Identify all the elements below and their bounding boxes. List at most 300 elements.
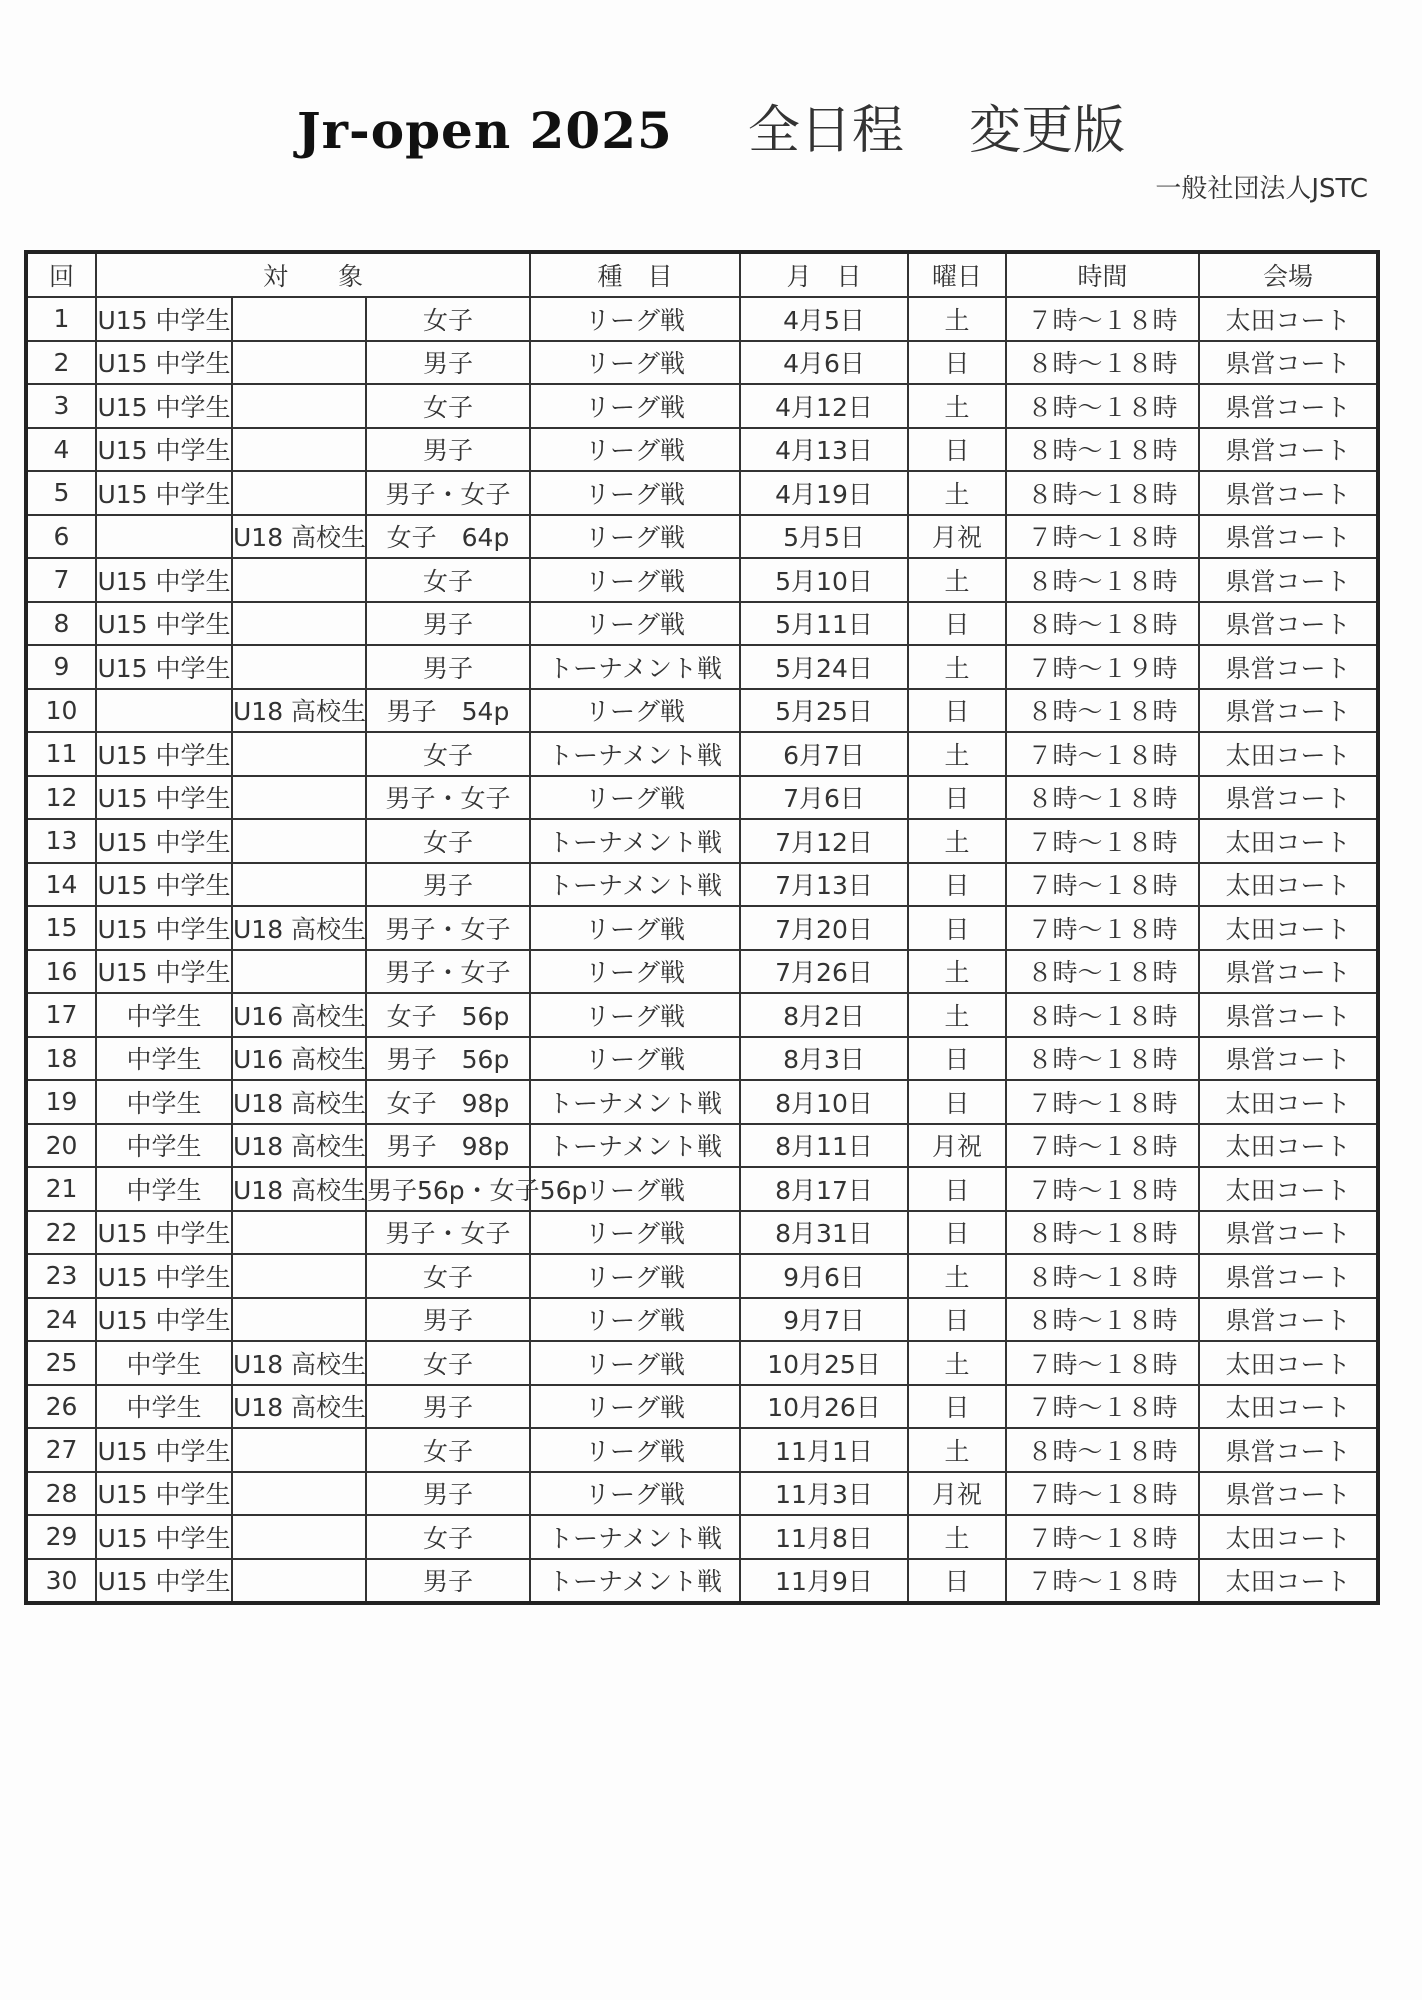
event-date: 4月5日	[740, 297, 908, 341]
weekday: 土	[908, 1515, 1006, 1559]
time-range: ８時～１８時	[1006, 1037, 1199, 1081]
junior-high-target: U15 中学生	[96, 341, 232, 385]
junior-high-target: U15 中学生	[96, 1298, 232, 1342]
event-type: トーナメント戦	[530, 1559, 740, 1604]
gender-category: 男子	[366, 602, 530, 646]
weekday: 日	[908, 428, 1006, 472]
high-school-target: U18 高校生	[232, 906, 366, 950]
event-date: 5月5日	[740, 515, 908, 559]
time-range: ８時～１８時	[1006, 993, 1199, 1037]
junior-high-target: U15 中学生	[96, 1211, 232, 1255]
time-range: ７時～１８時	[1006, 1080, 1199, 1124]
round-number: 25	[26, 1341, 96, 1385]
venue: 太田コート	[1199, 297, 1378, 341]
gender-category: 男子・女子	[366, 950, 530, 994]
weekday: 日	[908, 1211, 1006, 1255]
gender-category: 男子	[366, 645, 530, 689]
event-date: 8月2日	[740, 993, 908, 1037]
round-number: 11	[26, 732, 96, 776]
time-range: ８時～１８時	[1006, 1428, 1199, 1472]
gender-category: 女子 56p	[366, 993, 530, 1037]
high-school-target: U18 高校生	[232, 1385, 366, 1429]
venue: 県営コート	[1199, 1298, 1378, 1342]
col-header-target: 対 象	[96, 252, 530, 297]
table-row	[26, 1037, 1378, 1081]
venue: 県営コート	[1199, 341, 1378, 385]
table-row	[26, 1254, 1378, 1298]
gender-category: 男子	[366, 341, 530, 385]
weekday: 日	[908, 341, 1006, 385]
event-date: 11月1日	[740, 1428, 908, 1472]
venue: 県営コート	[1199, 689, 1378, 733]
event-type: リーグ戦	[530, 906, 740, 950]
high-school-target	[232, 776, 366, 820]
event-type: リーグ戦	[530, 602, 740, 646]
high-school-target	[232, 1211, 366, 1255]
table-row	[26, 428, 1378, 472]
gender-category: 女子	[366, 297, 530, 341]
gender-category: 女子	[366, 384, 530, 428]
high-school-target	[232, 950, 366, 994]
col-header-venue: 会場	[1199, 252, 1378, 297]
high-school-target	[232, 1254, 366, 1298]
round-number: 13	[26, 819, 96, 863]
junior-high-target: U15 中学生	[96, 732, 232, 776]
round-number: 17	[26, 993, 96, 1037]
weekday: 土	[908, 645, 1006, 689]
venue: 太田コート	[1199, 1515, 1378, 1559]
weekday: 日	[908, 1298, 1006, 1342]
col-header-round: 回	[26, 252, 96, 297]
time-range: ７時～１８時	[1006, 906, 1199, 950]
weekday: 月祝	[908, 1124, 1006, 1168]
event-date: 8月3日	[740, 1037, 908, 1081]
table-row	[26, 732, 1378, 776]
event-date: 10月26日	[740, 1385, 908, 1429]
junior-high-target: U15 中学生	[96, 602, 232, 646]
round-number: 28	[26, 1472, 96, 1516]
high-school-target: U18 高校生	[232, 689, 366, 733]
junior-high-target: U15 中学生	[96, 950, 232, 994]
round-number: 27	[26, 1428, 96, 1472]
time-range: ７時～１８時	[1006, 297, 1199, 341]
event-date: 11月3日	[740, 1472, 908, 1516]
time-range: ７時～１８時	[1006, 1385, 1199, 1429]
event-type: トーナメント戦	[530, 645, 740, 689]
time-range: ７時～１８時	[1006, 1167, 1199, 1211]
venue: 県営コート	[1199, 1428, 1378, 1472]
junior-high-target: U15 中学生	[96, 906, 232, 950]
junior-high-target: U15 中学生	[96, 1428, 232, 1472]
event-date: 5月25日	[740, 689, 908, 733]
gender-category: 女子	[366, 1428, 530, 1472]
event-date: 4月12日	[740, 384, 908, 428]
high-school-target: U18 高校生	[232, 1167, 366, 1211]
table-row	[26, 645, 1378, 689]
time-range: ７時～１８時	[1006, 1341, 1199, 1385]
table-row	[26, 1080, 1378, 1124]
event-type: リーグ戦	[530, 1254, 740, 1298]
table-row	[26, 558, 1378, 602]
venue: 太田コート	[1199, 863, 1378, 907]
weekday: 土	[908, 297, 1006, 341]
event-date: 4月19日	[740, 471, 908, 515]
junior-high-target: 中学生	[96, 1385, 232, 1429]
time-range: ７時～１８時	[1006, 1472, 1199, 1516]
event-type: リーグ戦	[530, 297, 740, 341]
event-type: トーナメント戦	[530, 1515, 740, 1559]
venue: 太田コート	[1199, 1080, 1378, 1124]
time-range: ８時～１８時	[1006, 558, 1199, 602]
event-type: トーナメント戦	[530, 1080, 740, 1124]
round-number: 24	[26, 1298, 96, 1342]
round-number: 8	[26, 602, 96, 646]
weekday: 土	[908, 1428, 1006, 1472]
junior-high-target: 中学生	[96, 993, 232, 1037]
weekday: 日	[908, 602, 1006, 646]
table-row	[26, 950, 1378, 994]
venue: 太田コート	[1199, 906, 1378, 950]
table-row	[26, 1124, 1378, 1168]
event-type: リーグ戦	[530, 1385, 740, 1429]
venue: 県営コート	[1199, 776, 1378, 820]
weekday: 土	[908, 1254, 1006, 1298]
table-row	[26, 1341, 1378, 1385]
event-date: 7月26日	[740, 950, 908, 994]
round-number: 14	[26, 863, 96, 907]
event-type: トーナメント戦	[530, 732, 740, 776]
weekday: 日	[908, 906, 1006, 950]
round-number: 30	[26, 1559, 96, 1604]
table-row	[26, 1298, 1378, 1342]
time-range: ７時～１８時	[1006, 863, 1199, 907]
round-number: 22	[26, 1211, 96, 1255]
table-row	[26, 863, 1378, 907]
junior-high-target: U15 中学生	[96, 863, 232, 907]
gender-category: 男子・女子	[366, 1211, 530, 1255]
event-type: リーグ戦	[530, 1341, 740, 1385]
round-number: 5	[26, 471, 96, 515]
round-number: 16	[26, 950, 96, 994]
time-range: ８時～１８時	[1006, 384, 1199, 428]
gender-category: 男子56p・女子56p	[366, 1167, 530, 1211]
junior-high-target: U15 中学生	[96, 1254, 232, 1298]
round-number: 29	[26, 1515, 96, 1559]
high-school-target	[232, 602, 366, 646]
table-row	[26, 993, 1378, 1037]
table-header-row	[26, 252, 1378, 297]
table-row	[26, 1428, 1378, 1472]
round-number: 1	[26, 297, 96, 341]
event-type: リーグ戦	[530, 558, 740, 602]
event-type: リーグ戦	[530, 428, 740, 472]
junior-high-target: 中学生	[96, 1037, 232, 1081]
gender-category: 男子・女子	[366, 471, 530, 515]
weekday: 土	[908, 993, 1006, 1037]
event-date: 11月8日	[740, 1515, 908, 1559]
venue: 県営コート	[1199, 384, 1378, 428]
weekday: 日	[908, 1559, 1006, 1604]
round-number: 20	[26, 1124, 96, 1168]
event-type: トーナメント戦	[530, 819, 740, 863]
high-school-target: U18 高校生	[232, 1080, 366, 1124]
time-range: ８時～１８時	[1006, 950, 1199, 994]
title-en: Jr-open 2025	[296, 101, 673, 160]
junior-high-target: U15 中学生	[96, 428, 232, 472]
junior-high-target: U15 中学生	[96, 1559, 232, 1604]
weekday: 日	[908, 1080, 1006, 1124]
high-school-target: U18 高校生	[232, 515, 366, 559]
high-school-target	[232, 471, 366, 515]
venue: 県営コート	[1199, 1472, 1378, 1516]
gender-category: 男子・女子	[366, 906, 530, 950]
table-row	[26, 1559, 1378, 1604]
round-number: 15	[26, 906, 96, 950]
venue: 県営コート	[1199, 471, 1378, 515]
event-date: 11月9日	[740, 1559, 908, 1604]
round-number: 7	[26, 558, 96, 602]
high-school-target: U16 高校生	[232, 993, 366, 1037]
event-date: 5月24日	[740, 645, 908, 689]
event-date: 5月10日	[740, 558, 908, 602]
event-date: 8月31日	[740, 1211, 908, 1255]
weekday: 土	[908, 384, 1006, 428]
high-school-target	[232, 645, 366, 689]
event-date: 9月7日	[740, 1298, 908, 1342]
table-row	[26, 1211, 1378, 1255]
high-school-target	[232, 341, 366, 385]
gender-category: 女子	[366, 1515, 530, 1559]
high-school-target	[232, 1472, 366, 1516]
event-date: 7月13日	[740, 863, 908, 907]
event-type: リーグ戦	[530, 1211, 740, 1255]
venue: 県営コート	[1199, 602, 1378, 646]
junior-high-target: U15 中学生	[96, 819, 232, 863]
junior-high-target: U15 中学生	[96, 1472, 232, 1516]
table-row	[26, 906, 1378, 950]
round-number: 2	[26, 341, 96, 385]
title-ja-schedule: 全日程	[747, 101, 904, 161]
time-range: ８時～１８時	[1006, 689, 1199, 733]
weekday: 土	[908, 819, 1006, 863]
high-school-target	[232, 1559, 366, 1604]
venue: 太田コート	[1199, 1559, 1378, 1604]
round-number: 21	[26, 1167, 96, 1211]
time-range: ８時～１８時	[1006, 428, 1199, 472]
time-range: ８時～１８時	[1006, 341, 1199, 385]
high-school-target	[232, 1298, 366, 1342]
high-school-target	[232, 1515, 366, 1559]
event-type: リーグ戦	[530, 1298, 740, 1342]
col-header-date: 月 日	[740, 252, 908, 297]
event-date: 7月6日	[740, 776, 908, 820]
event-type: リーグ戦	[530, 950, 740, 994]
weekday: 日	[908, 1167, 1006, 1211]
time-range: ８時～１８時	[1006, 776, 1199, 820]
junior-high-target: U15 中学生	[96, 645, 232, 689]
gender-category: 男子	[366, 1385, 530, 1429]
high-school-target: U16 高校生	[232, 1037, 366, 1081]
junior-high-target: U15 中学生	[96, 471, 232, 515]
event-date: 8月10日	[740, 1080, 908, 1124]
gender-category: 男子 98p	[366, 1124, 530, 1168]
high-school-target	[232, 558, 366, 602]
round-number: 3	[26, 384, 96, 428]
event-date: 10月25日	[740, 1341, 908, 1385]
table-row	[26, 602, 1378, 646]
venue: 太田コート	[1199, 1341, 1378, 1385]
col-header-time: 時間	[1006, 252, 1199, 297]
round-number: 6	[26, 515, 96, 559]
table-row	[26, 1385, 1378, 1429]
weekday: 日	[908, 689, 1006, 733]
junior-high-target: U15 中学生	[96, 776, 232, 820]
venue: 県営コート	[1199, 645, 1378, 689]
gender-category: 女子	[366, 1341, 530, 1385]
event-date: 5月11日	[740, 602, 908, 646]
high-school-target	[232, 732, 366, 776]
col-header-event: 種 目	[530, 252, 740, 297]
event-date: 4月13日	[740, 428, 908, 472]
page-title	[0, 88, 1422, 163]
junior-high-target: U15 中学生	[96, 297, 232, 341]
gender-category: 男子	[366, 1298, 530, 1342]
gender-category: 男子・女子	[366, 776, 530, 820]
round-number: 26	[26, 1385, 96, 1429]
venue: 県営コート	[1199, 993, 1378, 1037]
title-ja-revised: 変更版	[968, 101, 1125, 161]
venue: 県営コート	[1199, 1037, 1378, 1081]
gender-category: 男子	[366, 1472, 530, 1516]
table-row	[26, 384, 1378, 428]
weekday: 土	[908, 1341, 1006, 1385]
weekday: 月祝	[908, 1472, 1006, 1516]
high-school-target	[232, 819, 366, 863]
weekday: 月祝	[908, 515, 1006, 559]
time-range: ７時～１８時	[1006, 732, 1199, 776]
junior-high-target: U15 中学生	[96, 1515, 232, 1559]
weekday: 土	[908, 732, 1006, 776]
event-type: リーグ戦	[530, 1167, 740, 1211]
gender-category: 女子	[366, 819, 530, 863]
event-type: リーグ戦	[530, 993, 740, 1037]
event-date: 8月11日	[740, 1124, 908, 1168]
event-type: リーグ戦	[530, 776, 740, 820]
high-school-target: U18 高校生	[232, 1124, 366, 1168]
junior-high-target: 中学生	[96, 1167, 232, 1211]
round-number: 9	[26, 645, 96, 689]
weekday: 日	[908, 863, 1006, 907]
junior-high-target: 中学生	[96, 1080, 232, 1124]
time-range: ８時～１８時	[1006, 602, 1199, 646]
table-row	[26, 1167, 1378, 1211]
venue: 太田コート	[1199, 1167, 1378, 1211]
event-type: リーグ戦	[530, 515, 740, 559]
event-type: リーグ戦	[530, 341, 740, 385]
table-row	[26, 776, 1378, 820]
weekday: 土	[908, 950, 1006, 994]
time-range: ８時～１８時	[1006, 1211, 1199, 1255]
junior-high-target	[96, 689, 232, 733]
event-type: トーナメント戦	[530, 1124, 740, 1168]
time-range: ８時～１８時	[1006, 1254, 1199, 1298]
table-row	[26, 297, 1378, 341]
event-type: リーグ戦	[530, 384, 740, 428]
table-row	[26, 515, 1378, 559]
gender-category: 女子	[366, 1254, 530, 1298]
junior-high-target: U15 中学生	[96, 558, 232, 602]
time-range: ７時～１８時	[1006, 515, 1199, 559]
gender-category: 女子	[366, 558, 530, 602]
table-row	[26, 1472, 1378, 1516]
event-type: リーグ戦	[530, 471, 740, 515]
junior-high-target: 中学生	[96, 1341, 232, 1385]
table-row	[26, 819, 1378, 863]
weekday: 日	[908, 1037, 1006, 1081]
gender-category: 男子 56p	[366, 1037, 530, 1081]
table-row	[26, 341, 1378, 385]
event-date: 9月6日	[740, 1254, 908, 1298]
venue: 県営コート	[1199, 1211, 1378, 1255]
time-range: ８時～１８時	[1006, 1298, 1199, 1342]
event-type: リーグ戦	[530, 1037, 740, 1081]
junior-high-target: U15 中学生	[96, 384, 232, 428]
table-row	[26, 1515, 1378, 1559]
gender-category: 女子 64p	[366, 515, 530, 559]
time-range: ７時～１８時	[1006, 819, 1199, 863]
col-header-weekday: 曜日	[908, 252, 1006, 297]
event-type: リーグ戦	[530, 689, 740, 733]
high-school-target: U18 高校生	[232, 1341, 366, 1385]
round-number: 4	[26, 428, 96, 472]
venue: 県営コート	[1199, 428, 1378, 472]
event-date: 7月20日	[740, 906, 908, 950]
weekday: 日	[908, 776, 1006, 820]
table-row	[26, 471, 1378, 515]
event-type: リーグ戦	[530, 1428, 740, 1472]
venue: 県営コート	[1199, 515, 1378, 559]
event-date: 4月6日	[740, 341, 908, 385]
junior-high-target	[96, 515, 232, 559]
gender-category: 女子	[366, 732, 530, 776]
event-type: トーナメント戦	[530, 863, 740, 907]
high-school-target	[232, 1428, 366, 1472]
time-range: ８時～１８時	[1006, 471, 1199, 515]
round-number: 10	[26, 689, 96, 733]
high-school-target	[232, 428, 366, 472]
high-school-target	[232, 384, 366, 428]
event-type: リーグ戦	[530, 1472, 740, 1516]
time-range: ７時～１８時	[1006, 1124, 1199, 1168]
event-date: 7月12日	[740, 819, 908, 863]
round-number: 23	[26, 1254, 96, 1298]
venue: 太田コート	[1199, 1385, 1378, 1429]
round-number: 12	[26, 776, 96, 820]
time-range: ７時～１９時	[1006, 645, 1199, 689]
high-school-target	[232, 863, 366, 907]
weekday: 土	[908, 471, 1006, 515]
time-range: ７時～１８時	[1006, 1559, 1199, 1604]
venue: 県営コート	[1199, 558, 1378, 602]
weekday: 土	[908, 558, 1006, 602]
schedule-table	[24, 250, 1380, 1605]
gender-category: 男子	[366, 428, 530, 472]
event-date: 8月17日	[740, 1167, 908, 1211]
venue: 太田コート	[1199, 819, 1378, 863]
gender-category: 男子 54p	[366, 689, 530, 733]
venue: 県営コート	[1199, 950, 1378, 994]
venue: 太田コート	[1199, 732, 1378, 776]
